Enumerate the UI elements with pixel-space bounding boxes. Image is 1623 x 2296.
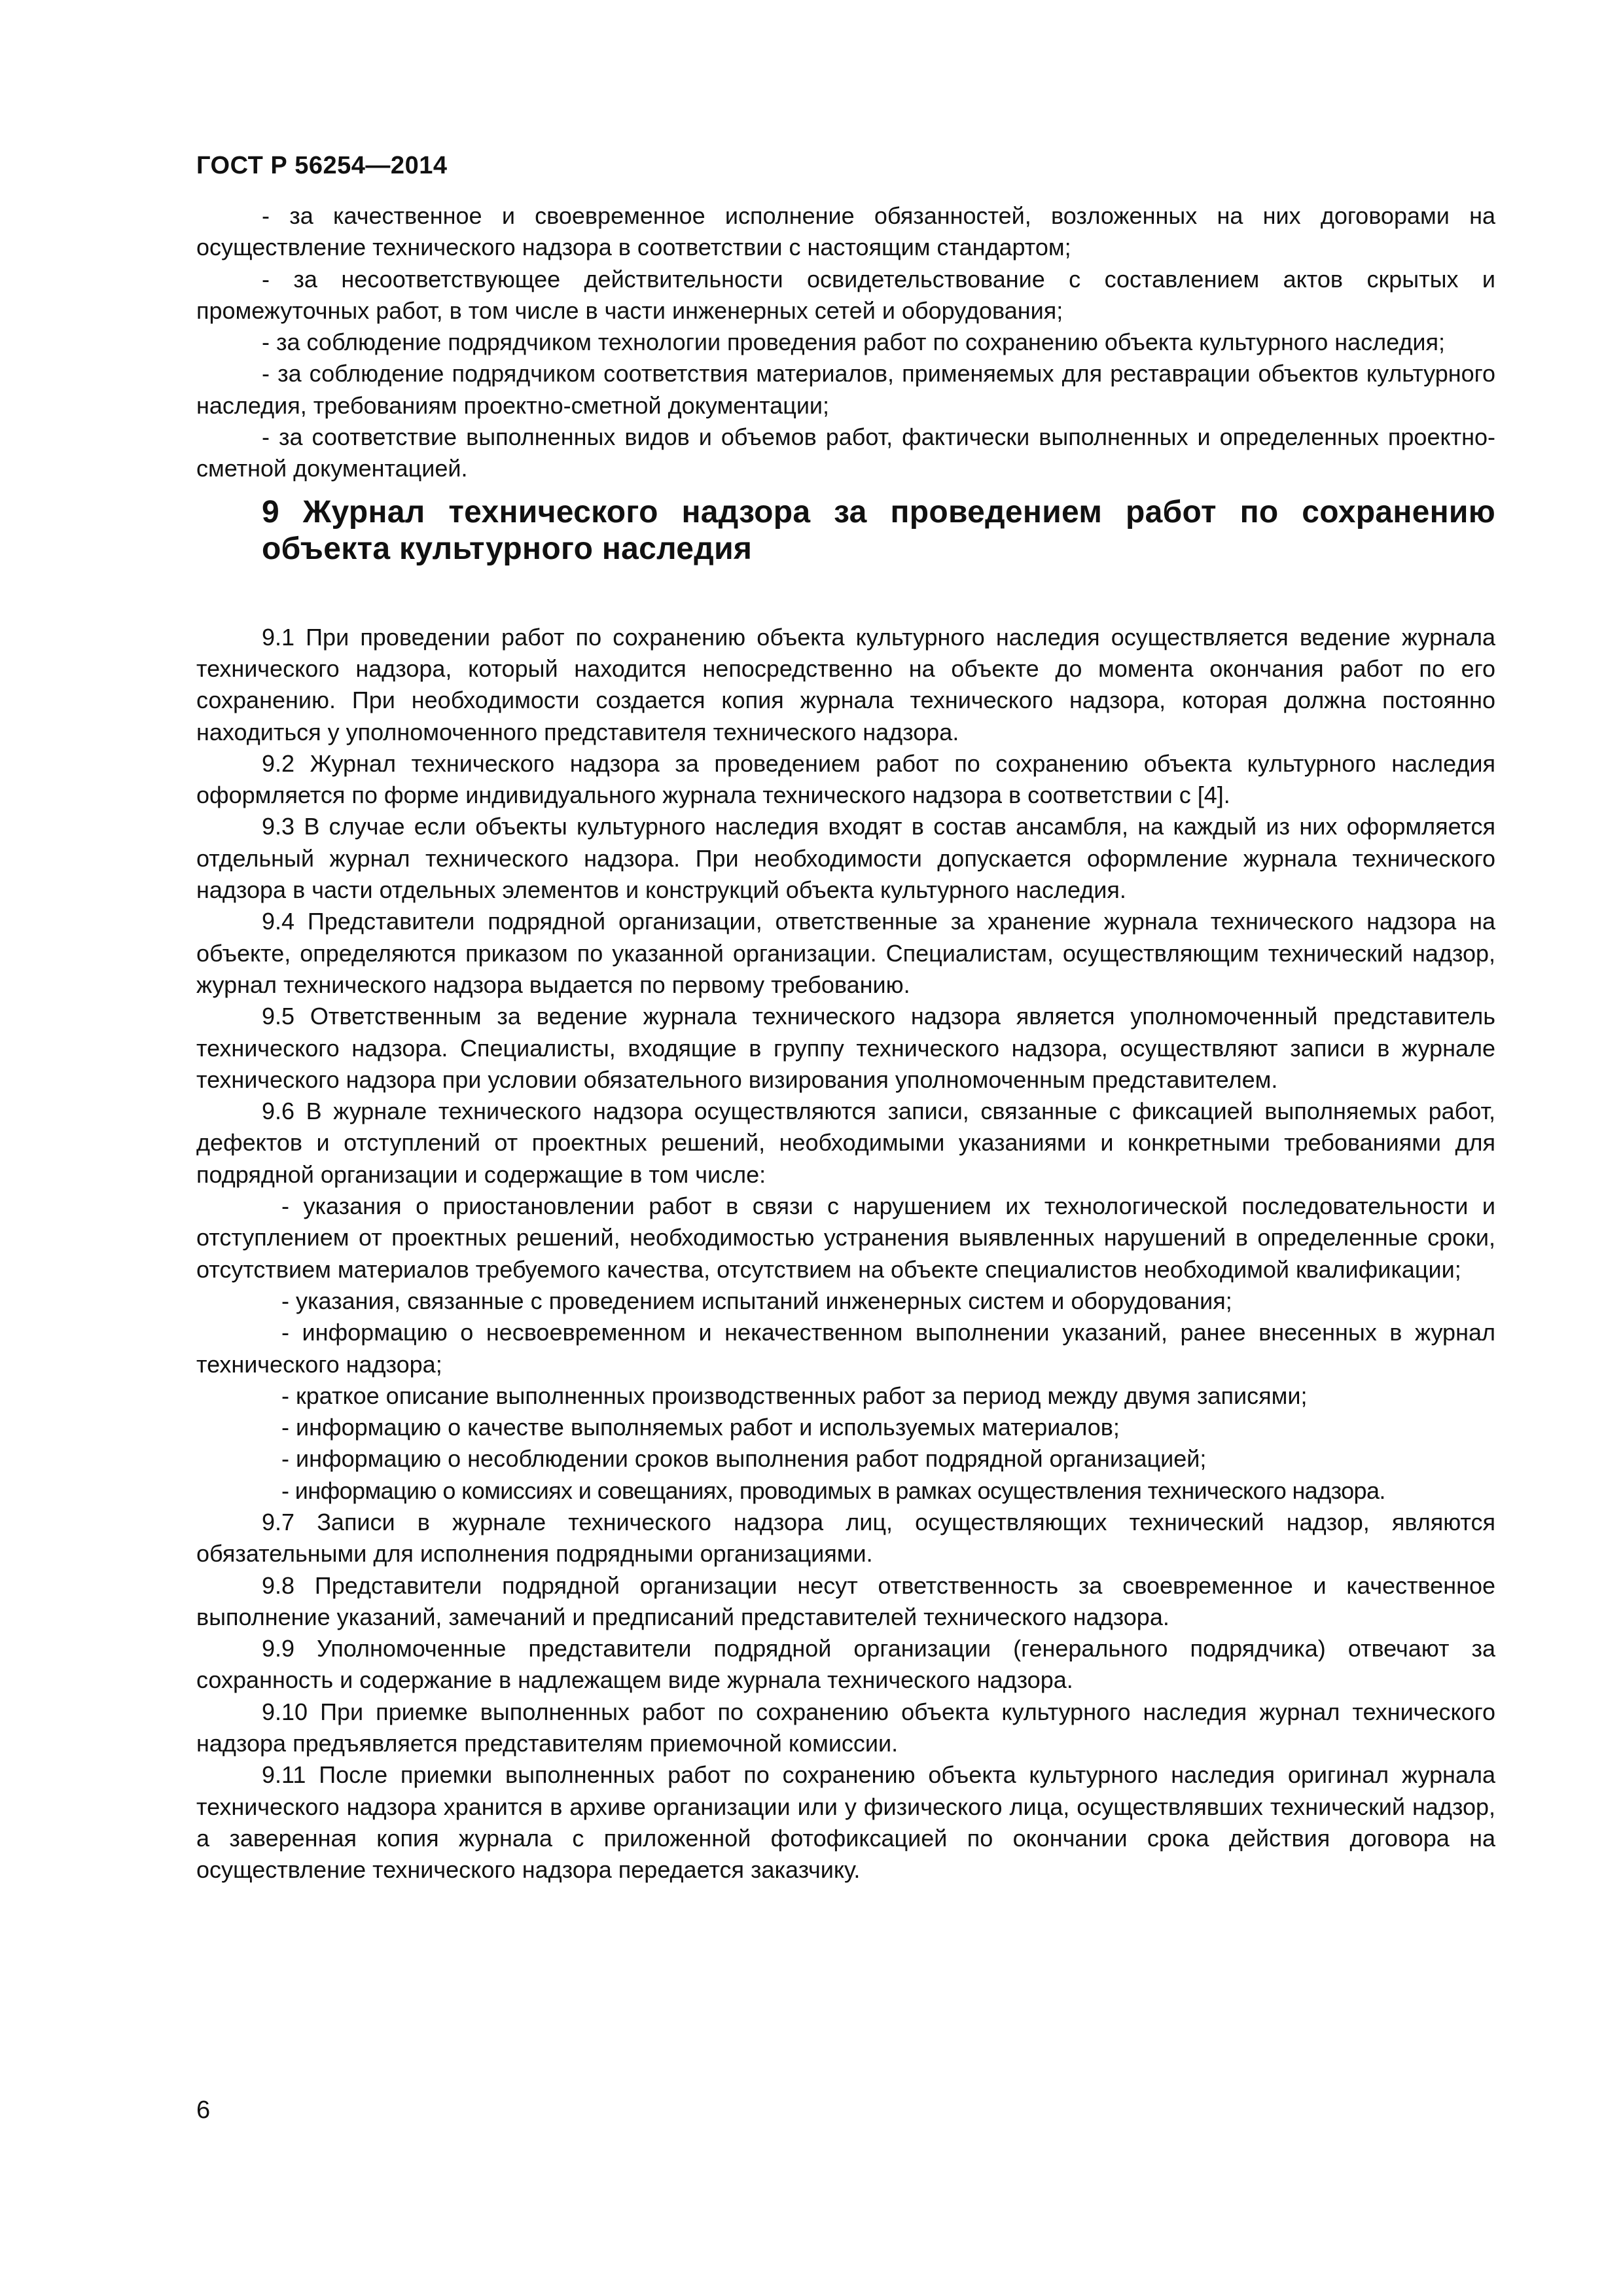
list-item: - за соблюдение подрядчиком соответствия материалов, применяемых для реставрации объектов культурного наследия, требованиям проектно-сметной документации;: [196, 360, 1495, 419]
clause-9-9: 9.9 Уполномоченные представители подрядной организации (генерального подрядчика) отвечают за сохранность и содержание в надлежащем виде журнала технического надзора.: [196, 1635, 1495, 1694]
clause-9-4: 9.4 Представители подрядной организации, ответственные за хранение журнала технического надзора на объекте, определяются приказом по указанной организации. Специалистам, осуществляющим технический надзор, журнал технического надзора выдается по первому требованию.: [196, 908, 1495, 998]
list-item: - информацию о качестве выполняемых работ и используемых материалов;: [281, 1414, 1120, 1441]
clause-9-5: 9.5 Ответственным за ведение журнала технического надзора является уполномоченный представитель технического надзора. Специалисты, входящие в группу технического надзора, осуществляют записи в журнале технического надзора при условии обязательного визирования уполномоченным представителем.: [196, 1003, 1495, 1093]
list-item: - указания, связанные с проведением испытаний инженерных систем и оборудования;: [281, 1287, 1232, 1314]
clause-9-7: 9.7 Записи в журнале технического надзора лиц, осуществляющих технический надзор, являются обязательными для исполнения подрядными организациями.: [196, 1508, 1495, 1568]
clause-9-6: 9.6 В журнале технического надзора осуществляются записи, связанные с фиксацией выполняемых работ, дефектов и отступлений от проектных решений, необходимыми указаниями и конкретными требованиями для подрядной организации и содержащие в том числе:: [196, 1098, 1495, 1188]
list-item: - информацию о комиссиях и совещаниях, проводимых в рамках осуществления технического надзора.: [281, 1477, 1385, 1504]
list-item: - информацию о несоблюдении сроков выполнения работ подрядной организацией;: [281, 1445, 1207, 1473]
list-item: - за соблюдение подрядчиком технологии проведения работ по сохранению объекта культурного наследия;: [262, 329, 1445, 356]
page-content: [196, 200, 1495, 1886]
list-item: - указания о приостановлении работ в связи с нарушением их технологической последовательности и отступлением от проектных решений, необходимостью устранения выявленных нарушений в определенные сроки, отсутствием материалов требуемого качества, отсутствием на объекте специалистов необходимой квалификации;: [196, 1193, 1495, 1283]
list-item: - за несоответствующее действительности освидетельствование с составлением актов скрытых и промежуточных работ, в том числе в части инженерных сетей и оборудования;: [196, 265, 1495, 324]
document-code: ГОСТ Р 56254—2014: [196, 152, 448, 179]
clause-9-8: 9.8 Представители подрядной организации несут ответственность за своевременное и качественное выполнение указаний, замечаний и предписаний представителей технического надзора.: [196, 1571, 1495, 1630]
clause-9-2: 9.2 Журнал технического надзора за проведением работ по сохранению объекта культурного наследия оформляется по форме индивидуального журнала технического надзора в соответствии с [4].: [196, 749, 1495, 809]
clause-9-1: 9.1 При проведении работ по сохранению объекта культурного наследия осуществляется ведение журнала технического надзора, который находится непосредственно на объекте до момента окончания работ по его сохранению. При необходимости создается копия журнала технического надзора, которая должна постоянно находиться у уполномоченного представителя технического надзора.: [196, 623, 1495, 745]
list-item: - информацию о несвоевременном и некачественном выполнении указаний, ранее внесенных в журнал технического надзора;: [196, 1319, 1495, 1378]
list-item: - за качественное и своевременное исполнение обязанностей, возложенных на них договорами на осуществление технического надзора в соответствии с настоящим стандартом;: [196, 202, 1495, 261]
clause-9-10: 9.10 При приемке выполненных работ по сохранению объекта культурного наследия журнал технического надзора предъявляется представителям приемочной комиссии.: [196, 1698, 1495, 1757]
list-item: - краткое описание выполненных производственных работ за период между двумя записями;: [281, 1382, 1308, 1409]
clause-9-11: 9.11 После приемки выполненных работ по сохранению объекта культурного наследия оригинал журнала технического надзора хранится в архиве организации или у физического лица, осуществлявших технический надзор, а заверенная копия журнала с приложенной фотофиксацией по окончании срока действия договора на осуществление технического надзора передается заказчику.: [196, 1761, 1495, 1884]
clause-9-3: 9.3 В случае если объекты культурного наследия входят в состав ансамбля, на каждый из них оформляется отдельный журнал технического надзора. При необходимости допускается оформление журнала технического надзора в части отдельных элементов и конструкций объекта культурного наследия.: [196, 813, 1495, 904]
list-item: - за соответствие выполненных видов и объемов работ, фактически выполненных и определенных проектно-сметной документацией.: [196, 423, 1495, 482]
section-heading: 9 Журнал технического надзора за проведением работ по сохранению объекта культурного наследия: [262, 494, 1495, 566]
document-page: [196, 0, 1495, 2296]
page-number: 6: [196, 2096, 211, 2124]
